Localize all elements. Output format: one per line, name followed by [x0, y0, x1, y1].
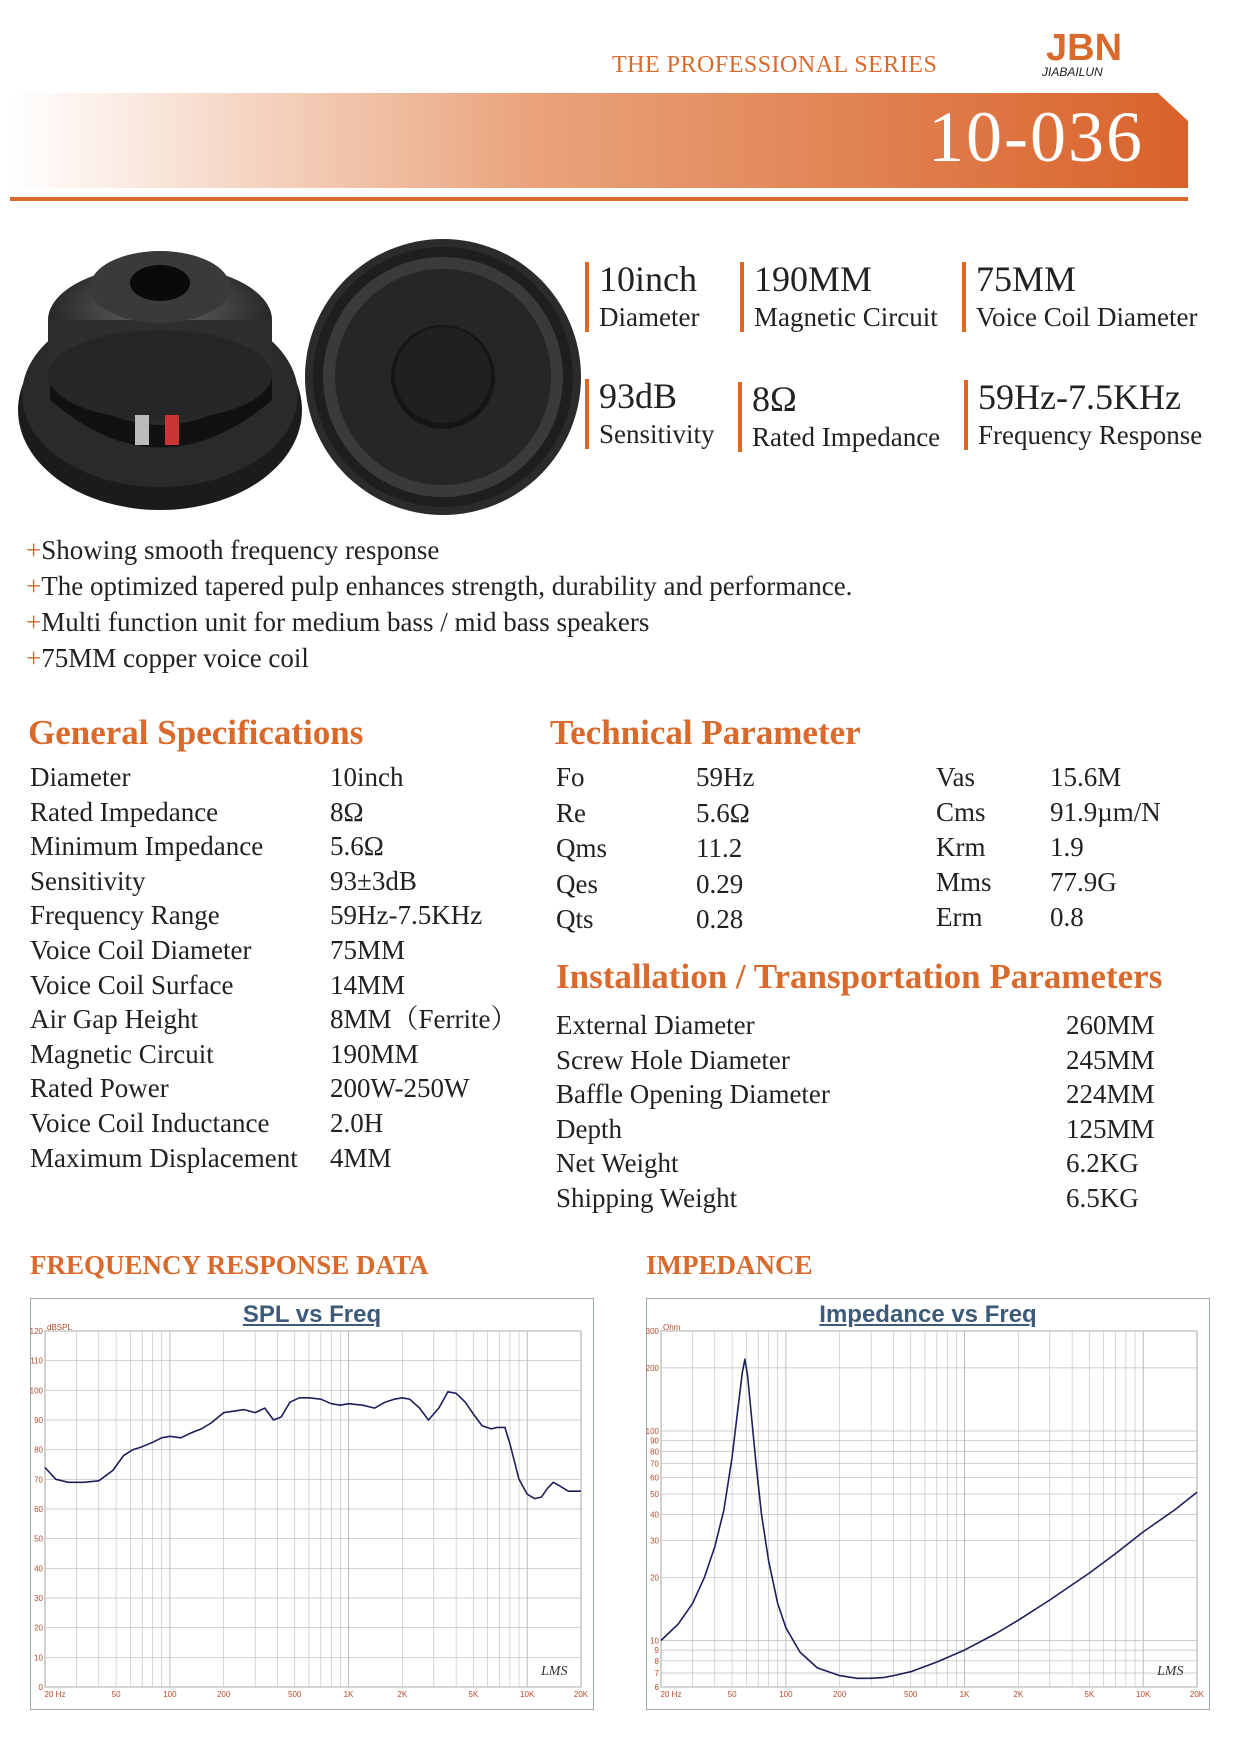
spec-value: 59Hz-7.5KHz — [330, 900, 483, 931]
y-tick-label: 120 — [29, 1327, 43, 1336]
y-tick-label: 7 — [654, 1668, 659, 1678]
bullet-item: +The optimized tapered pulp enhances strength, durability and performance. — [26, 571, 853, 601]
install-value: 6.5KG — [1066, 1183, 1139, 1213]
y-tick-label: 80 — [650, 1447, 659, 1457]
y-tick-label: 80 — [34, 1445, 43, 1455]
spec-key: Magnetic Circuit — [30, 1038, 214, 1069]
param-key: Fo — [556, 762, 585, 792]
y-tick-label: 90 — [650, 1436, 659, 1446]
spec-key: Maximum Displacement — [30, 1142, 298, 1173]
spec-value: 5.6Ω — [330, 831, 384, 862]
y-tick-label: 60 — [650, 1473, 659, 1483]
impedance-section-title: IMPEDANCE — [646, 1250, 813, 1280]
speaker-rear-photo — [10, 225, 305, 525]
y-tick-label: 100 — [645, 1426, 659, 1436]
y-tick-label: 50 — [34, 1534, 43, 1544]
param-key: Re — [556, 797, 586, 828]
y-tick-label: 90 — [34, 1416, 43, 1425]
bullet-item: +75MM copper voice coil — [26, 643, 309, 673]
spec-value: 190MM — [330, 1038, 419, 1069]
y-tick-label: 70 — [650, 1459, 659, 1469]
bullet-item: +Multi function unit for medium bass / mid bass speakers — [26, 607, 650, 637]
y-tick-label: 9 — [654, 1646, 659, 1656]
install-key: Depth — [556, 1113, 622, 1144]
spec-key: Minimum Impedance — [30, 831, 264, 862]
param-value: 91.9µm/N — [1050, 797, 1161, 827]
y-tick-label: 110 — [30, 1356, 43, 1366]
x-tick-label: 5K — [468, 1690, 479, 1699]
spec-value: 93±3dB — [330, 865, 417, 896]
y-tick-label: 200 — [645, 1363, 659, 1373]
install-value: 245MM — [1066, 1044, 1155, 1075]
x-tick-label: 10K — [1136, 1690, 1151, 1699]
install-key: External Diameter — [556, 1010, 755, 1040]
spec-value: 10inch — [330, 762, 404, 792]
spec-value: 14MM — [330, 969, 406, 1000]
spec-key: Rated Power — [30, 1073, 169, 1104]
x-tick-label: 20K — [1189, 1690, 1205, 1699]
spec-key: Voice Coil Diameter — [30, 935, 252, 965]
param-key: Cms — [936, 797, 986, 827]
param-value: 1.9 — [1050, 832, 1084, 862]
logo-sub: JIABAILUN — [1042, 65, 1103, 79]
impedance-chart-plot — [645, 1323, 1209, 1707]
model-number: 10-036 — [928, 97, 1144, 177]
series-title: THE PROFESSIONAL SERIES — [612, 52, 938, 78]
y-tick-label: 10 — [34, 1653, 43, 1663]
spec-value: 75MM — [330, 935, 406, 965]
install-value: 260MM — [1066, 1010, 1155, 1040]
install-value: 224MM — [1066, 1079, 1155, 1110]
spec-key: Voice Coil Inductance — [30, 1108, 270, 1138]
spec-value: 4MM — [330, 1142, 392, 1173]
param-key: Qes — [556, 868, 598, 899]
spec-key: Diameter — [30, 762, 131, 792]
x-tick-label: 500 — [904, 1690, 918, 1699]
lms-watermark: LMS — [541, 1664, 568, 1679]
param-value: 77.9G — [1050, 867, 1117, 897]
x-tick-label: 200 — [216, 1690, 231, 1699]
y-tick-label: 20 — [650, 1573, 659, 1583]
x-tick-label: 1K — [343, 1690, 354, 1699]
y-tick-label: 0 — [38, 1683, 43, 1692]
param-value: 11.2 — [696, 833, 743, 863]
param-value: 59Hz — [696, 762, 755, 792]
x-tick-label: 500 — [288, 1690, 302, 1699]
y-tick-label: 8 — [654, 1656, 659, 1666]
y-tick-label: 50 — [650, 1490, 659, 1500]
install-key: Baffle Opening Diameter — [556, 1079, 830, 1110]
spec-key: Air Gap Height — [30, 1004, 198, 1035]
header-divider — [10, 197, 1188, 201]
param-key: Qms — [556, 833, 608, 863]
install-value: 6.2KG — [1066, 1148, 1139, 1179]
x-tick-label: 50 — [111, 1690, 121, 1699]
bullet-item: +Showing smooth frequency response — [26, 535, 440, 565]
installation-title: Installation / Transportation Parameters — [556, 957, 1163, 996]
x-tick-label: 2K — [397, 1690, 408, 1699]
x-tick-label: 5K — [1084, 1690, 1095, 1699]
param-key: Mms — [936, 867, 992, 897]
x-tick-label: 20 Hz — [44, 1690, 66, 1699]
technical-parameter-title: Technical Parameter — [550, 713, 861, 752]
param-value: 15.6M — [1050, 762, 1122, 792]
y-axis-label: dBSPL — [47, 1323, 72, 1332]
technical-parameter-table — [556, 760, 1196, 950]
y-tick-label: 30 — [34, 1594, 43, 1603]
y-tick-label: 6 — [654, 1683, 659, 1692]
brand-logo — [1040, 26, 1150, 82]
param-value: 5.6Ω — [696, 797, 750, 828]
y-tick-label: 100 — [29, 1386, 43, 1396]
x-tick-label: 2K — [1013, 1690, 1024, 1699]
general-specs-title: General Specifications — [28, 713, 364, 752]
general-specs-table — [30, 760, 530, 1190]
x-tick-label: 1K — [959, 1690, 970, 1699]
spec-value: 2.0H — [330, 1108, 384, 1138]
param-value: 0.28 — [696, 904, 744, 934]
y-tick-label: 40 — [650, 1510, 659, 1520]
param-key: Qts — [556, 904, 594, 934]
impedance-chart — [646, 1298, 1210, 1710]
x-tick-label: 20K — [573, 1690, 589, 1699]
y-tick-label: 30 — [650, 1536, 659, 1546]
x-tick-label: 20 Hz — [660, 1690, 682, 1699]
spec-key: Voice Coil Surface — [30, 969, 234, 1000]
param-key: Krm — [936, 832, 986, 862]
install-key: Screw Hole Diameter — [556, 1044, 790, 1075]
spl-chart-title: SPL vs Freq — [242, 1301, 382, 1328]
spec-key: Frequency Range — [30, 900, 220, 931]
spec-value: 200W-250W — [330, 1073, 470, 1104]
spec-key: Rated Impedance — [30, 796, 219, 827]
spl-chart-plot — [29, 1323, 593, 1707]
logo-text: JBN — [1046, 27, 1123, 69]
install-key: Net Weight — [556, 1148, 679, 1179]
x-tick-label: 100 — [779, 1690, 793, 1699]
x-tick-label: 100 — [163, 1690, 177, 1699]
param-key: Vas — [936, 762, 975, 792]
x-tick-label: 10K — [520, 1690, 535, 1699]
feature-bullets — [26, 532, 852, 676]
y-tick-label: 60 — [34, 1505, 43, 1514]
y-tick-label: 20 — [34, 1623, 43, 1633]
spl-chart — [30, 1298, 594, 1710]
param-value: 0.8 — [1050, 902, 1084, 932]
x-tick-label: 50 — [727, 1690, 737, 1699]
param-key: Erm — [936, 902, 983, 932]
spec-value: 8Ω — [330, 796, 364, 827]
spec-value: 8MM（Ferrite） — [330, 1004, 518, 1035]
param-value: 0.29 — [696, 868, 744, 899]
y-tick-label: 300 — [645, 1327, 659, 1336]
x-tick-label: 200 — [832, 1690, 847, 1699]
y-axis-label: Ohm — [663, 1323, 681, 1332]
freq-section-title: FREQUENCY RESPONSE DATA — [30, 1250, 429, 1280]
install-value: 125MM — [1066, 1113, 1155, 1144]
lms-watermark: LMS — [1157, 1664, 1184, 1679]
install-key: Shipping Weight — [556, 1183, 738, 1213]
speaker-front-photo — [300, 225, 585, 525]
y-tick-label: 10 — [650, 1636, 659, 1646]
spec-key: Sensitivity — [30, 865, 146, 896]
y-tick-label: 70 — [34, 1475, 43, 1485]
impedance-chart-title: Impedance vs Freq — [819, 1301, 1037, 1328]
installation-table — [556, 1008, 1196, 1238]
y-tick-label: 40 — [34, 1564, 43, 1574]
